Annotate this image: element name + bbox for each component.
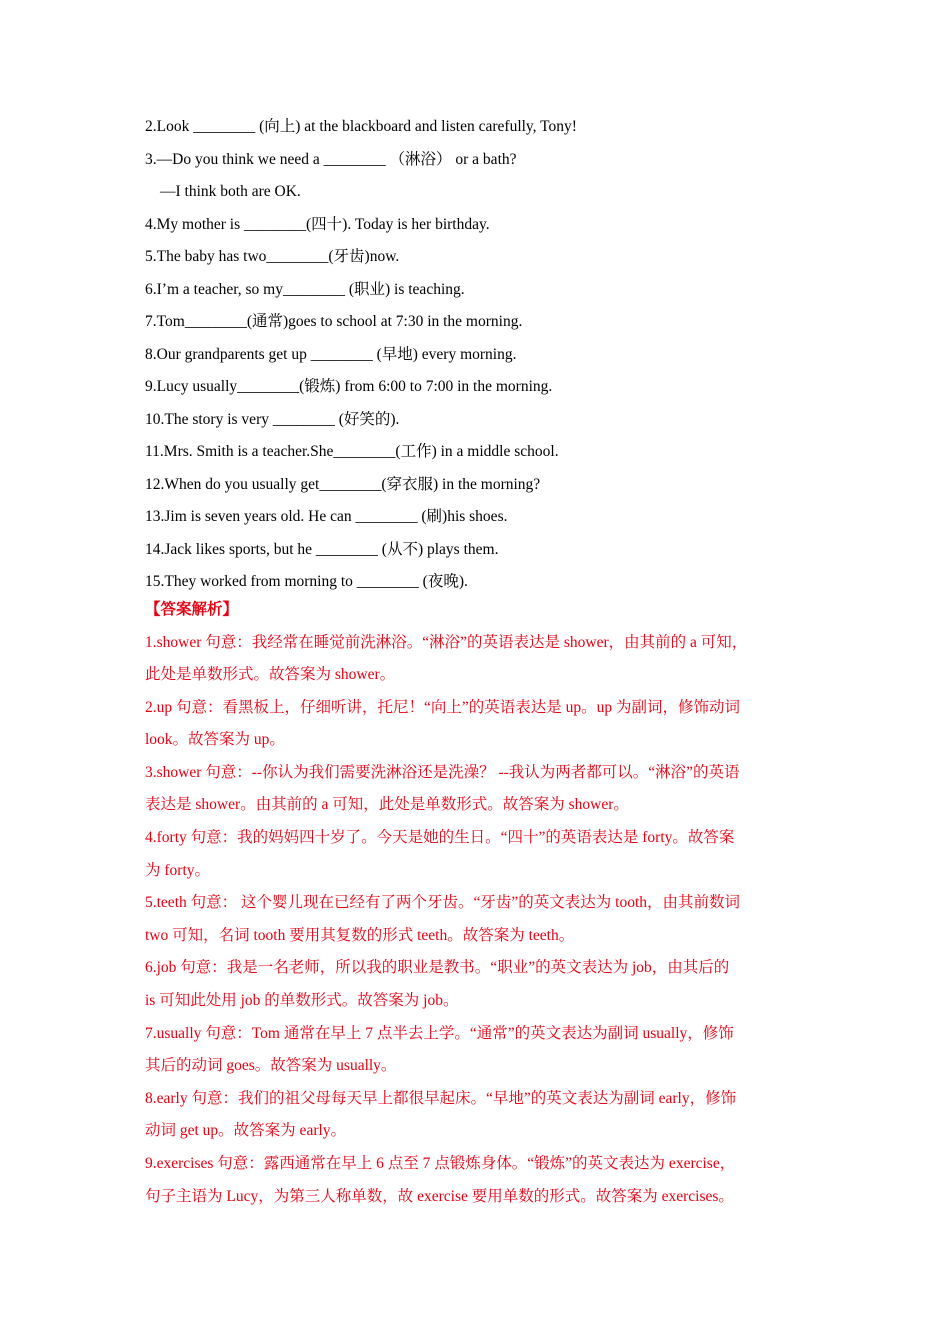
answer-line: 为 forty。	[145, 861, 211, 879]
answer-line: 3.shower 句意：--你认为我们需要洗淋浴还是洗澡？ --我认为两者都可以。“淋浴”的英语	[145, 763, 740, 781]
question-line: 13.Jim is seven years old. He can ________ (刷)his shoes.	[145, 508, 508, 525]
answer-line: 9.exercises 句意：露西通常在早上 6 点至 7 点锻炼身体。“锻炼”的英文表达为 exercise，	[145, 1155, 736, 1172]
answer-line: is 可知此处用 job 的单数形式。故答案为 job。	[145, 992, 459, 1010]
answer-item	[145, 758, 825, 823]
question-line: 12.When do you usually get________(穿衣服) in the morning?	[145, 475, 541, 493]
answer-line: 6.job 句意：我是一名老师，所以我的职业是教书。“职业”的英文表达为 job，由其后的	[145, 959, 730, 977]
answer-line: 4.forty 句意：我的妈妈四十岁了。今天是她的生日。“四十”的英语表达是 forty。故答案	[145, 829, 735, 847]
answer-section	[145, 595, 825, 1214]
answer-line: 2.up 句意：看黑板上，仔细听讲，托尼！“向上”的英语表达是 up。up 为副词，修饰动词	[145, 698, 741, 716]
answer-line: 此处是单数形式。故答案为 shower。	[145, 666, 396, 684]
answer-line: look。故答案为 up。	[145, 731, 285, 749]
answer-item	[145, 1084, 825, 1149]
question-line: —I think both are OK.	[160, 183, 301, 200]
answer-heading: 【答案解析】	[145, 601, 239, 618]
question-line: 2.Look ________ (向上) at the blackboard and listen carefully, Tony!	[145, 118, 577, 135]
answer-line: 其后的动词 goes。故答案为 usually。	[145, 1057, 397, 1075]
question-line: 3.—Do you think we need a ________ （淋浴） or a bath?	[145, 150, 517, 168]
answer-item	[145, 693, 825, 758]
question-list	[145, 112, 835, 600]
answer-item	[145, 888, 825, 953]
question-line: 6.I’m a teacher, so my________ (职业) is teaching.	[145, 280, 465, 298]
answer-line: 7.usually 句意：Tom 通常在早上 7 点半去上学。“通常”的英文表达为副词 usually，修饰	[145, 1024, 734, 1042]
question-line: 15.They worked from morning to ________ (夜晚).	[145, 573, 468, 590]
question-line: 10.The story is very ________ (好笑的).	[145, 410, 400, 428]
question-line: 8.Our grandparents get up ________ (早地) every morning.	[145, 345, 517, 363]
question-line: 14.Jack likes sports, but he ________ (从不) plays them.	[145, 540, 499, 558]
answer-line: 5.teeth 句意： 这个婴儿现在已经有了两个牙齿。“牙齿”的英文表达为 tooth，由其前数词	[145, 894, 740, 912]
answer-line: 句子主语为 Lucy，为第三人称单数，故 exercise 要用单数的形式。故答案为 exercises。	[145, 1187, 734, 1205]
answer-item	[145, 1019, 825, 1084]
question-line: 5.The baby has two________(牙齿)now.	[145, 248, 400, 265]
answer-item	[145, 628, 825, 693]
question-line: 4.My mother is ________(四十). Today is her birthday.	[145, 215, 490, 233]
answer-item	[145, 1149, 825, 1214]
answer-line: 表达是 shower。由其前的 a 可知，此处是单数形式。故答案为 shower。	[145, 796, 629, 814]
question-line: 9.Lucy usually________(锻炼) from 6:00 to 7:00 in the morning.	[145, 378, 553, 395]
answer-line: 8.early 句意：我们的祖父母每天早上都很早起床。“早地”的英文表达为副词 early，修饰	[145, 1089, 737, 1107]
question-line: 7.Tom________(通常)goes to school at 7:30 in the morning.	[145, 313, 523, 330]
answer-line: two 可知，名词 tooth 要用其复数的形式 teeth。故答案为 teeth。	[145, 926, 575, 944]
answer-line: 1.shower 句意：我经常在睡觉前洗淋浴。“淋浴”的英语表达是 shower，由其前的 a 可知，	[145, 633, 748, 651]
question-line: 11.Mrs. Smith is a teacher.She________(工作) in a middle school.	[145, 443, 559, 460]
answer-line: 动词 get up。故答案为 early。	[145, 1122, 347, 1140]
answer-item	[145, 823, 825, 888]
answer-item	[145, 953, 825, 1018]
